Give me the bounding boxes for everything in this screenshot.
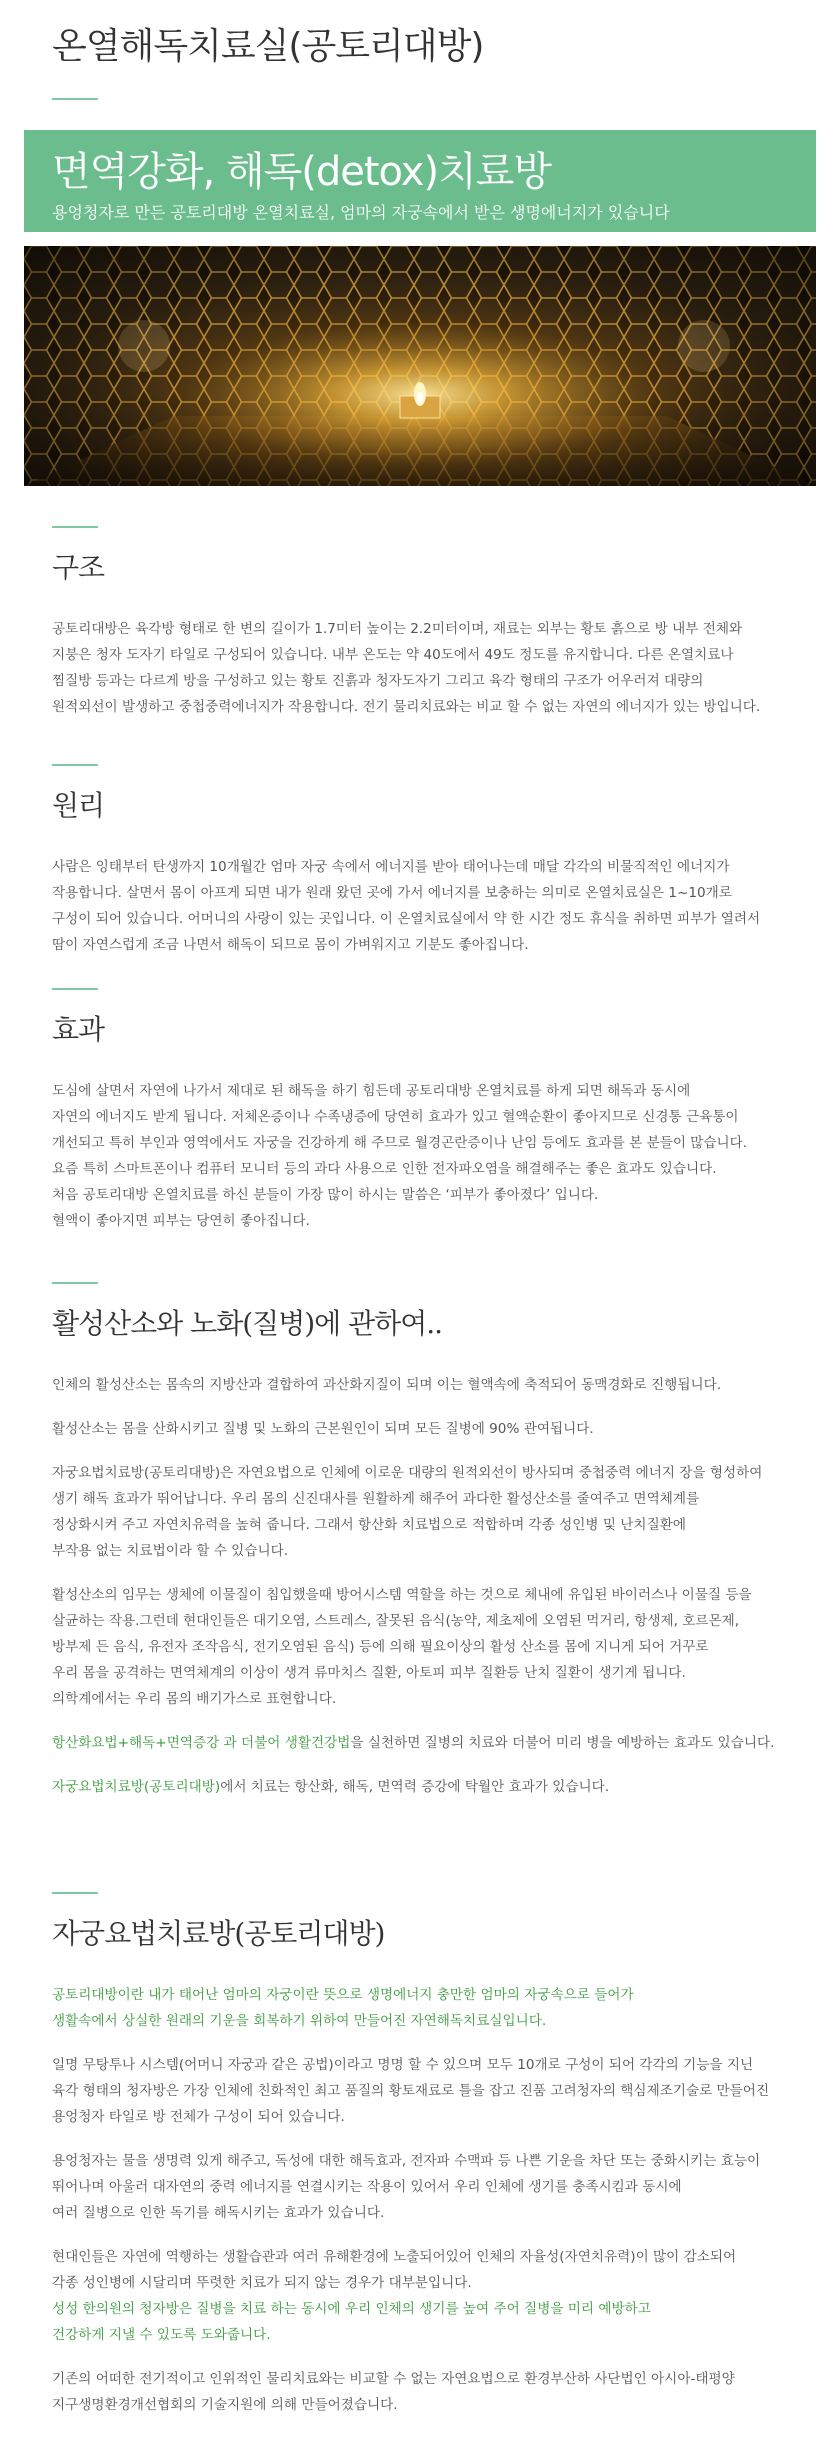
- section-title: 활성산소와 노화(질병)에 관하여..: [52, 1307, 443, 1340]
- text-line: 자연의 에너지도 받게 됩니다. 저체온증이나 수족냉증에 당연히 효과가 있고 혈액순환이 좋아지므로 신경통 근육통이: [52, 1109, 739, 1125]
- text-line: 살균하는 작용.그런데 현대인들은 대기오염, 스트레스, 잘못된 음식(농약, 제초제에 오염된 먹거리, 항생제, 호르몬제,: [52, 1613, 740, 1629]
- text-line: 사람은 잉태부터 탄생까지 10개월간 엄마 자궁 속에서 에너지를 받아 태어나는데 매달 각각의 비물직적인 에너지가: [52, 859, 730, 875]
- paragraph: [52, 1582, 792, 1712]
- text-line: 찜질방 등과는 다르게 방을 구성하고 있는 황토 진흙과 청자도자기 그리고 육각 형태의 구조가 어우러져 대량의: [52, 673, 704, 689]
- paragraph: [52, 1982, 792, 2034]
- text-line: 뛰어나며 아울러 대자연의 중력 에너지를 연결시키는 작용이 있어서 우리 인체에 생기를 충족시킴과 동시에: [52, 2179, 682, 2195]
- text-line: 인체의 활성산소는 몸속의 지방산과 결합하여 과산화지질이 되며 이는 혈액속에 축적되어 동맥경화로 진행됩니다.: [52, 1377, 722, 1393]
- section-title: 원리: [52, 789, 105, 822]
- text-line: 땀이 자연스럽게 조금 나면서 해독이 되므로 몸이 가벼워지고 기분도 좋아집니다.: [52, 937, 529, 953]
- text-line: 자궁요법치료방(공토리대방)은 자연요법으로 인체에 이로운 대량의 원적외선이 방사되며 중첩중력 에너지 장을 형성하여: [52, 1465, 763, 1481]
- paragraph: [52, 1416, 792, 1442]
- paragraph: [52, 1372, 792, 1398]
- section-uterus-therapy: [52, 1892, 792, 2418]
- section-divider: [52, 526, 98, 528]
- text-line: 각종 성인병에 시달리며 뚜렷한 치료가 되지 않는 경우가 대부분입니다.: [52, 2275, 472, 2291]
- text-line: 작용합니다. 살면서 몸이 아프게 되면 내가 원래 왔던 곳에 가서 에너지를 보충하는 의미로 온열치료실은 1~10개로: [52, 885, 732, 901]
- text-line: 용엉청자 타일로 방 전체가 구성이 되어 있습니다.: [52, 2109, 345, 2125]
- highlight-text: 건강하게 지낼 수 있도록 도와줍니다.: [52, 2327, 271, 2343]
- text-line: 공토리대방이란 내가 태어난 엄마의 자궁이란 뜻으로 생명에너지 충만한 엄마의 자궁속으로 들어가: [52, 1987, 634, 2003]
- paragraph: [52, 1730, 792, 1756]
- banner: [24, 130, 816, 232]
- text-line: 정상화시켜 주고 자연치유력을 높혀 줍니다. 그래서 항산화 치료법으로 적합하며 각종 성인병 및 난치질환에: [52, 1517, 686, 1533]
- text-line: 혈액이 좋아지면 피부는 당연히 좋아집니다.: [52, 1213, 310, 1229]
- paragraph: [52, 2244, 792, 2348]
- section-title: 효과: [52, 1013, 105, 1046]
- section-divider: [52, 1282, 98, 1284]
- text-line: 요즘 특히 스마트폰이나 컴퓨터 모니터 등의 과다 사용으로 인한 전자파오염을 해결해주는 좋은 효과도 있습니다.: [52, 1161, 717, 1177]
- paragraph: [52, 616, 792, 720]
- title-divider: [52, 98, 98, 100]
- page-title: 온열해독치료실(공토리대방): [52, 26, 484, 67]
- text-line: 공토리대방은 육각방 형태로 한 변의 길이가 1.7미터 높이는 2.2미터이며, 재료는 외부는 황토 흙으로 방 내부 전체와: [52, 621, 743, 637]
- section-title: 자궁요법치료방(공토리대방): [52, 1917, 385, 1950]
- text-line: 지붕은 청자 도자기 타일로 구성되어 있습니다. 내부 온도는 약 40도에서 49도 정도를 유지합니다. 다른 온열치료나: [52, 647, 734, 663]
- paragraph: [52, 1078, 792, 1234]
- section-divider: [52, 1892, 98, 1894]
- text-line: 일명 무탕투나 시스템(어머니 자궁과 같은 공법)이라고 명명 할 수 있으며 모두 10개로 구성이 되어 각각의 기능을 지닌: [52, 2057, 754, 2073]
- text-line: 용엉청자는 물을 생명력 있게 해주고, 독성에 대한 해독효과, 전자파 수맥파 등 나쁜 기운을 차단 또는 중화시키는 효능이: [52, 2153, 761, 2169]
- text-line: 생활속에서 상실한 원래의 기운을 회복하기 위하여 만들어진 자연해독치료실입니다.: [52, 2013, 547, 2029]
- text-line: 방부제 든 음식, 유전자 조작음식, 전기오염된 음식) 등에 의해 필요이상의 활성 산소를 몸에 지니게 되어 거꾸로: [52, 1639, 709, 1655]
- text-line: [52, 1774, 792, 1800]
- banner-subtitle: 용엉청자로 만든 공토리대방 온열치료실, 엄마의 자궁속에서 받은 생명에너지가 있습니다: [52, 203, 670, 222]
- paragraph: [52, 1460, 792, 1564]
- text-line: 활성산소는 몸을 산화시키고 질병 및 노화의 근본원인이 되며 모든 질병에 90% 관여됩니다.: [52, 1421, 594, 1437]
- text-line: 기존의 어떠한 전기적이고 인위적인 물리치료와는 비교할 수 없는 자연요법으로 환경부산하 사단법인 아시아-태평양: [52, 2371, 735, 2387]
- highlight-text: 성성 한의원의 청자방은 질병을 치료 하는 동시에 우리 인체의 생기를 높여 주어 질병을 미리 예방하고: [52, 2301, 651, 2317]
- text-line: [52, 1730, 792, 1756]
- section-radicals: [52, 1282, 792, 1800]
- paragraph: [52, 2366, 792, 2418]
- banner-heading: 면역강화, 해독(detox)치료방: [52, 149, 551, 195]
- hero-image: [24, 246, 816, 486]
- section-principle: [52, 764, 792, 958]
- text-line: 개선되고 특히 부인과 영역에서도 자궁을 건강하게 해 주므로 월경곤란증이나 난임 등에도 효과를 본 분들이 많습니다.: [52, 1135, 748, 1151]
- text-line: 생기 해독 효과가 뛰어납니다. 우리 몸의 신진대사를 원활하게 해주어 과다한 활성산소를 줄여주고 면역체계를: [52, 1491, 700, 1507]
- paragraph: [52, 1774, 792, 1800]
- text-line: 도심에 살면서 자연에 나가서 제대로 된 해독을 하기 힘든데 공토리대방 온열치료를 하게 되면 해독과 동시에: [52, 1083, 691, 1099]
- text-line: 육각 형태의 청자방은 가장 인체에 친화적인 최고 품질의 황토재료로 틀을 잡고 진품 고려청자의 핵심제조기술로 만들어진: [52, 2083, 770, 2099]
- text-line: 우리 몸을 공격하는 면역체계의 이상이 생겨 류마치스 질환, 아토피 피부 질환등 난치 질환이 생기게 됩니다.: [52, 1665, 686, 1681]
- highlight-text: 항산화요법+해독+면역증강 과 더불어 생활건강법: [52, 1735, 351, 1751]
- paragraph: [52, 2052, 792, 2130]
- paragraph: [52, 854, 792, 958]
- section-divider: [52, 988, 98, 990]
- section-divider: [52, 764, 98, 766]
- section-structure: [52, 526, 792, 720]
- text-segment: 을 실천하면 질병의 치료와 더불어 미리 병을 예방하는 효과도 있습니다.: [350, 1735, 775, 1751]
- text-line: 부작용 없는 치료법이라 할 수 있습니다.: [52, 1543, 289, 1559]
- text-line: 지구생명환경개선협회의 기술지원에 의해 만들어졌습니다.: [52, 2397, 398, 2413]
- section-effect: [52, 988, 792, 1234]
- text-line: 활성산소의 임무는 생체에 이물질이 침입했을때 방어시스템 역할을 하는 것으로 체내에 유입된 바이러스나 이물질 등을: [52, 1587, 752, 1603]
- text-line: 여러 질병으로 인한 독기를 해독시키는 효과가 있습니다.: [52, 2205, 385, 2221]
- text-segment: 에서 치료는 항산화, 해독, 면역력 증강에 탁월안 효과가 있습니다.: [220, 1779, 610, 1795]
- paragraph: [52, 2148, 792, 2226]
- text-line: 현대인들은 자연에 역행하는 생활습관과 여러 유해환경에 노출되어있어 인체의 자율성(자연치유력)이 많이 감소되어: [52, 2249, 737, 2265]
- text-line: 의학계에서는 우리 몸의 배기가스로 표현합니다.: [52, 1691, 337, 1707]
- highlight-text: 자궁요법치료방(공토리대방): [52, 1779, 221, 1795]
- text-line: 원적외선이 발생하고 중첩중력에너지가 작용합니다. 전기 물리치료와는 비교 할 수 없는 자연의 에너지가 있는 방입니다.: [52, 699, 761, 715]
- text-line: 구성이 되어 있습니다. 어머니의 사랑이 있는 곳입니다. 이 온열치료실에서 약 한 시간 정도 휴식을 취하면 피부가 열려서: [52, 911, 761, 927]
- section-title: 구조: [52, 551, 105, 584]
- candle-in-honeycomb-room-icon: [24, 246, 816, 486]
- text-line: 처음 공토리대방 온열치료를 하신 분들이 가장 많이 하시는 말씀은 ‘피부가 좋아졌다’ 입니다.: [52, 1187, 599, 1203]
